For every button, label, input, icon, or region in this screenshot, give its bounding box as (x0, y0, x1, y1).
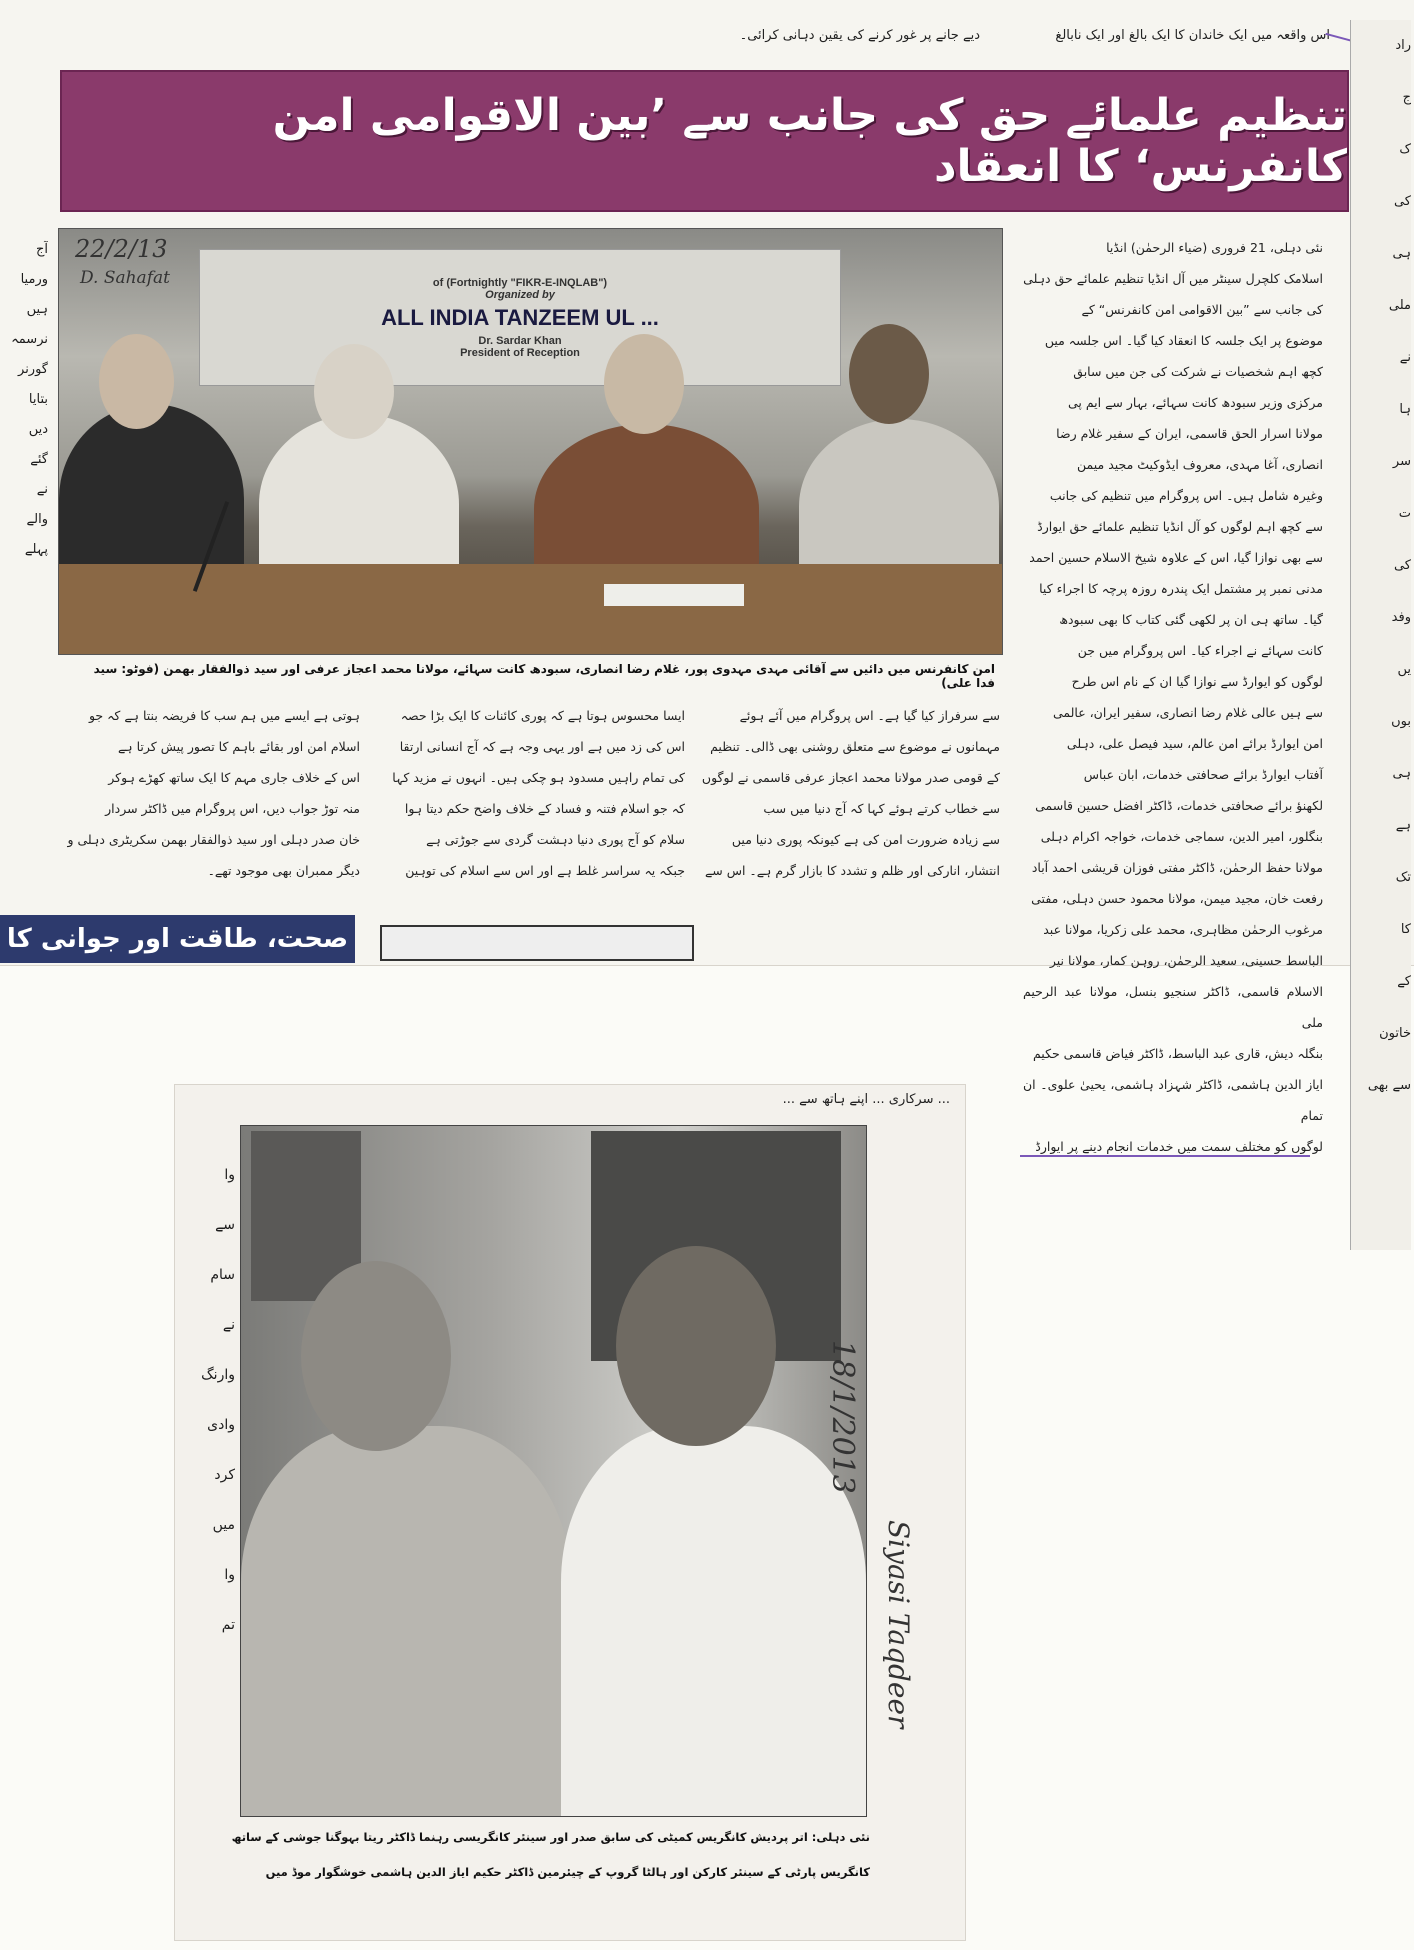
right-edge-word: یں (1397, 662, 1411, 677)
lower-col-line: دیگر ممبران بھی موجود تھے۔ (207, 863, 360, 878)
right-edge-word: ت (1398, 506, 1411, 521)
photo2-header-snippet: ... سرکاری ... اپنے ہاتھ سے ... (782, 1092, 950, 1107)
right-edge-word: نے (1399, 350, 1411, 365)
photo2-left-edge (180, 1150, 235, 1710)
left-edge-word: آج (35, 242, 48, 257)
lower-col-line: ایسا محسوس ہوتا ہے کہ پوری کائنات کا ایک بڑا حصہ (400, 708, 685, 723)
left-edge-word: ورمیا (20, 272, 48, 287)
right-col-line: مدنی نمبر پر مشتمل ایک پندرہ روزہ پرچہ کا اجراء کیا (1039, 581, 1323, 596)
left-edge-word: گورنر (18, 362, 48, 377)
right-col-line: وغیرہ شامل ہیں۔ اس پروگرام میں تنظیم کی جانب (1049, 488, 1323, 503)
photo2-caption-line2: کانگریس پارٹی کے سینئر کارکن اور ہالٹا گروپ کے چیئرمین ڈاکٹر حکیم ایاز الدین ہاشمی خوشگوار موڈ میں (265, 1865, 870, 1879)
handwritten-date-2: 18/1/2013 (825, 1340, 860, 1494)
lower-col-line: مہمانوں نے موضوع سے متعلق روشنی بھی ڈالی۔ تنظیم (710, 739, 1000, 754)
left-edge-word: والے (26, 512, 48, 527)
banner-line4: Dr. Sardar Khan (478, 334, 562, 347)
photo2-left-word: سے (215, 1217, 235, 1233)
photo2-left-word: میں (212, 1517, 235, 1533)
photo2-left-word: تم (221, 1617, 235, 1633)
left-edge-word: نرسمہ (11, 332, 48, 347)
ad-strip (0, 915, 355, 963)
right-edge-word: خاتون (1379, 1026, 1411, 1041)
right-edge-strip (1350, 20, 1411, 1250)
lower-col-line: منہ توڑ جواب دیں، اس پروگرام میں ڈاکٹر سردار (105, 801, 360, 816)
right-col-line: لوگوں کو مختلف سمت میں خدمات انجام دینے پر ایوارڈ (1035, 1139, 1323, 1154)
headline-banner (60, 70, 1349, 212)
person-3-head (604, 334, 684, 434)
person-right (561, 1426, 866, 1816)
photo2-left-word: نے (222, 1317, 235, 1333)
right-col-line: سے ہیں عالی غلام رضا انصاری، سفیر ایران، عالمی (1052, 705, 1323, 720)
lower-col-left (50, 700, 360, 886)
event-banner (199, 249, 841, 386)
right-edge-word: سر (1392, 454, 1411, 469)
ad-text: صحت، طاقت اور جوانی کا (6, 924, 349, 954)
lower-col-line: کے قومی صدر مولانا محمد اعجاز عرفی قاسمی نے لوگوں (701, 770, 1000, 785)
right-edge-word: ک (1399, 142, 1411, 157)
person-left (241, 1426, 571, 1816)
person-left-head (301, 1261, 451, 1451)
photo2-left-word: کرد (214, 1467, 235, 1483)
right-edge-word: کے (1397, 974, 1411, 989)
lower-col-line: خان صدر دہلی اور سید ذوالفقار بھمن سکریٹری دہلی و (67, 832, 360, 847)
photo2-left-word: سام (210, 1267, 235, 1283)
right-col-line: مرغوب الرحمٰن مظاہری، محمد علی زکریا، مولانا عبد (1043, 922, 1323, 937)
person-right-head (616, 1246, 776, 1446)
conference-photo (58, 228, 1003, 655)
handwritten-source-2: Siyasi Taqdeer (882, 1520, 915, 1729)
lower-col-right (700, 700, 1000, 886)
right-col-line: گیا۔ ساتھ ہی ان پر لکھی گئی کتاب کا بھی سبودھ (1059, 612, 1323, 627)
right-col-line: سے کچھ اہم لوگوں کو آل انڈیا تنظیم علمائے حق ایوارڈ (1037, 519, 1323, 534)
right-edge-word: راد (1395, 38, 1411, 53)
handwritten-source-1: D. Sahafat (80, 268, 170, 288)
right-col-line: انصاری، آغا مہدی، معروف ایڈوکیٹ مجید میمن (1077, 457, 1323, 472)
banner-line5: President of Reception (460, 346, 580, 359)
right-edge-word: ج (1402, 90, 1411, 105)
top-strip-left: دیے جانے پر غور کرنے کی یقین دہانی کرائی۔ (739, 28, 980, 43)
left-edge-word: دیں (28, 422, 48, 437)
right-col-line: مولانا حفظ الرحمٰن، ڈاکٹر مفتی فوزان قریشی احمد آباد (1031, 860, 1323, 875)
photo2-left-word: وادی (207, 1417, 235, 1433)
right-edge-word: کی (1393, 194, 1411, 209)
right-edge-word: تک (1395, 870, 1411, 885)
person-2-head (314, 344, 394, 439)
lower-col-line: کہ جو اسلام فتنہ و فساد کے خلاف واضح حکم دیتا ہوا (404, 801, 685, 816)
right-edge-word: وفد (1391, 610, 1411, 625)
right-edge-word: سے بھی (1367, 1078, 1411, 1093)
person-4-head (849, 324, 929, 424)
lower-col-line: انتشار، انارکی اور ظلم و تشدد کا بازار گرم ہے۔ اس سے (704, 863, 1000, 878)
right-edge-word: ملی (1388, 298, 1411, 313)
pen-underline (1020, 1155, 1310, 1157)
left-edge-strip (0, 235, 48, 875)
photo2-caption-line1: نئی دہلی: اتر پردیش کانگریس کمیٹی کی سابق صدر اور سینئر کانگریسی رہنما ڈاکٹر ریتا بہوگنا جوشی کے ساتھ (231, 1830, 870, 1844)
left-edge-word: ہیں (26, 302, 48, 317)
partial-box (380, 925, 694, 961)
right-col-line: ایاز الدین ہاشمی، ڈاکٹر شہزاد ہاشمی، یحییٰ علوی۔ ان تمام (1023, 1077, 1323, 1123)
right-col-line: لوگوں کو ایوارڈ سے نوازا گیا ان کے نام اس طرح (1071, 674, 1323, 689)
banner-line1: of (Fortnightly "FIKR-E-INQLAB") (432, 276, 608, 289)
papers (604, 584, 744, 606)
right-col-line: امن ایوارڈ برائے امن عالم، سید فیصل علی، دہلی (1066, 736, 1323, 751)
left-edge-word: گئے (30, 452, 48, 467)
right-col-line: بنگلہ دیش، قاری عبد الباسط، ڈاکٹر فیاض قاسمی حکیم (1032, 1046, 1323, 1061)
right-col-line: سے بھی نوازا گیا، اس کے علاوہ شیخ الاسلام حسین احمد (1029, 550, 1323, 565)
lower-col-line: جبکہ یہ سراسر غلط ہے اور اس سے اسلام کی توہین (405, 863, 685, 878)
lower-col-line: اس کی زد میں ہے اور یہی وجہ ہے کہ آج انسانی ارتقا (399, 739, 685, 754)
right-edge-word: بوں (1391, 714, 1411, 729)
right-col-line: موضوع پر ایک جلسہ کا انعقاد کیا گیا۔ اس جلسہ میں (1044, 333, 1323, 348)
right-col-line: آفتاب ایوارڈ برائے صحافتی خدمات، ابان عباس (1083, 767, 1323, 782)
right-col-line: کانت سہائے نے اجراء کیا۔ اس پروگرام میں جن (1077, 643, 1323, 658)
right-edge-word: ہی (1392, 766, 1411, 781)
lower-col-line: سے زیادہ ضرورت امن کی ہے کیونکہ پوری دنیا میں (731, 832, 1000, 847)
right-edge-word: ہی (1392, 246, 1411, 261)
banner-line2: Organized by (485, 288, 555, 301)
right-col-line: بنگلور، امیر الدین، سماجی خدمات، خواجہ اکرام دہلی (1040, 829, 1323, 844)
top-strip-right: اس واقعہ میں ایک خاندان کا ایک بالغ اور ایک نابالغ (1055, 28, 1330, 43)
photo2-left-word: وارنگ (201, 1367, 235, 1383)
right-edge-word: کی (1393, 558, 1411, 573)
lower-col-line: سے خطاب کرتے ہوئے کہا کہ آج دنیا میں سب (763, 801, 1000, 816)
left-edge-word: بتایا (28, 392, 48, 407)
photo1-caption: امن کانفرنس میں دائیں سے آقائی مہدی مہدوی پور، غلام رضا انصاری، سبودھ کانت سہائے، مولانا محمد اعجاز عرفی اور سید ذوالفقار بھمن (فوٹو: سید فدا علی) (93, 662, 995, 690)
right-col-line: مولانا اسرار الحق قاسمی، ایران کے سفیر غلام رضا (1056, 426, 1323, 441)
right-col-line: لکھنؤ برائے صحافتی خدمات، ڈاکٹر افضل حسین قاسمی (1035, 798, 1323, 813)
right-col-line: کچھ اہم شخصیات نے شرکت کی جن میں سابق (1073, 364, 1323, 379)
photo2-left-word: وا (224, 1167, 235, 1183)
headline: تنظیم علمائے حق کی جانب سے ’بین الاقوامی امن کانفرنس‘ کا انعقاد (272, 90, 1347, 192)
portrait-photo (240, 1125, 867, 1817)
left-edge-word: نے (36, 482, 48, 497)
right-edge-word: کا (1400, 922, 1411, 937)
photo2-left-word: وا (224, 1567, 235, 1583)
lower-col-line: ہوتی ہے ایسے میں ہم سب کا فریضہ بنتا ہے کہ جو (88, 708, 360, 723)
lower-col-line: سے سرفراز کیا گیا ہے۔ اس پروگرام میں آئے ہوئے (739, 708, 1000, 723)
handwritten-date-1: 22/2/13 (75, 235, 168, 263)
right-col-line: رفعت خان، مجید میمن، مولانا محمود حسن دہلی، مفتی (1031, 891, 1323, 906)
right-col-line: الباسط حسینی، سعید الرحمٰن، روہن کمار، مولانا نیر (1049, 953, 1323, 968)
right-col-line: نئی دہلی، 21 فروری (ضیاء الرحمٰن) انڈیا (1106, 240, 1323, 255)
right-edge-word: ہے (1395, 818, 1411, 833)
lower-col-middle (375, 700, 685, 886)
left-edge-word: پہلے (24, 542, 48, 557)
right-col-line: مرکزی وزیر سبودھ کانت سہائے، بہار سے ایم پی (1067, 395, 1323, 410)
lower-col-line: سلام کو آج پوری دنیا دہشت گردی سے جوڑتی ہے (426, 832, 685, 847)
person-1-head (99, 334, 174, 429)
banner-line3: ALL INDIA TANZEEM UL ... (381, 304, 659, 330)
right-edge-word: ہا (1399, 402, 1411, 417)
right-col-line: الاسلام قاسمی، ڈاکٹر سنجیو بنسل، مولانا عبد الرحیم ملی (1023, 984, 1323, 1030)
right-column (1023, 232, 1323, 1162)
lower-col-line: اس کے خلاف جاری مہم کا ایک ساتھ کھڑے ہوکر (108, 770, 360, 785)
lower-col-line: کی تمام راہیں مسدود ہو چکی ہیں۔ انہوں نے مزید کہا (392, 770, 685, 785)
lower-col-line: اسلام امن اور بقائے باہم کا تصور پیش کرتا ہے (117, 739, 360, 754)
right-col-line: کی جانب سے ”بین الاقوامی امن کانفرنس“ کے (1081, 302, 1323, 317)
right-col-line: اسلامک کلچرل سینٹر میں آل انڈیا تنظیم علمائے حق دہلی (1023, 271, 1323, 286)
